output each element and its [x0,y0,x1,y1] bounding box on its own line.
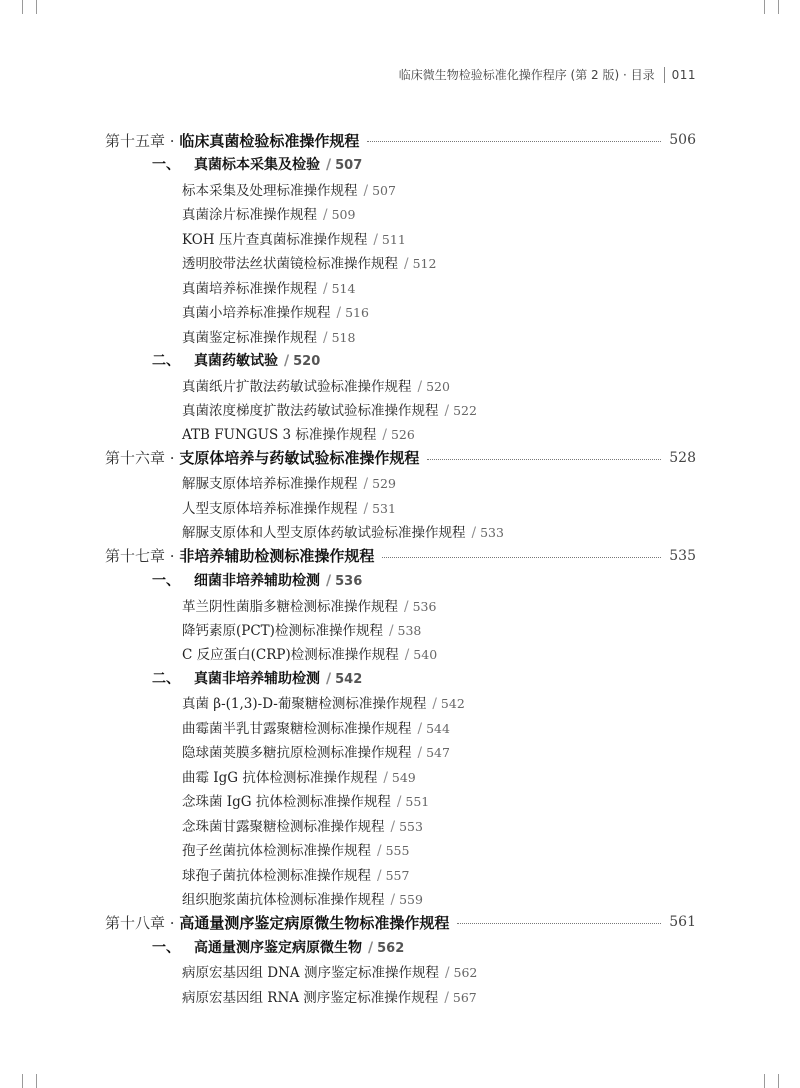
toc-entry [0,788,800,812]
entry-label [182,986,477,1006]
page-separator-slash: / [377,867,382,884]
page-separator-slash: / [383,769,388,786]
entry-page-number: 529 [372,476,396,492]
section-label [152,350,320,370]
toc-entry [0,421,800,445]
toc-entry [0,495,800,519]
toc-chapter [0,910,800,934]
entry-page-number: 562 [453,965,478,981]
toc-section [0,348,800,372]
entry-title: 标本采集及处理标准操作规程 [182,182,358,199]
entry-title: 隐球菌荚膜多糖抗原检测标准操作规程 [182,745,412,762]
entry-label [182,766,416,786]
toc-entry [0,641,800,665]
entry-title: 解脲支原体和人型支原体药敏试验标准操作规程 [182,525,466,542]
entry-page-number: 567 [452,989,477,1005]
toc-entry [0,715,800,739]
section-number: 二、 [152,353,180,370]
page-separator-slash: / [382,427,387,444]
toc-entry [0,764,800,788]
entry-page-number: 512 [412,256,437,272]
section-title: 真菌标本采集及检验 [194,157,320,174]
page-separator-slash: / [444,402,450,419]
page-separator-slash: / [284,353,290,370]
toc-entry [0,813,800,837]
section-title: 真菌非培养辅助检测 [194,670,320,687]
entry-label [182,399,477,419]
crop-mark-bottom-left [22,1074,23,1088]
page-separator-slash: / [373,231,378,248]
crop-mark-top-right-2 [778,0,779,14]
page-separator-slash: / [417,745,423,762]
page-separator-slash: / [444,989,449,1006]
page-separator-slash: / [404,647,410,664]
chapter-title: 支原体培养与药敏试验标准操作规程 [179,449,420,468]
chapter-label [105,545,374,566]
entry-label [182,228,406,248]
dot-leader [382,557,661,558]
page-separator-slash: / [390,818,396,835]
section-label [152,668,362,688]
toc-entry [0,886,800,910]
entry-title: 曲霉菌半乳甘露聚糖检测标准操作规程 [182,720,412,737]
page-separator-slash: / [326,670,332,687]
chapter-page-number: 561 [669,914,696,931]
section-title: 细菌非培养辅助检测 [194,573,320,590]
page-separator-slash: / [390,891,396,908]
section-page-number: 507 [335,158,363,174]
toc-section [0,152,800,176]
toc-entry [0,324,800,348]
chapter-title: 临床真菌检验标准操作规程 [179,131,360,150]
page-separator-slash: / [323,280,328,297]
chapter-label [105,912,449,933]
section-number: 一、 [152,573,180,590]
toc-entry [0,519,800,543]
entry-page-number: 522 [453,402,477,418]
entry-label [182,497,396,517]
entry-label [182,423,415,443]
entry-page-number: 509 [331,207,356,223]
entry-label [182,179,396,199]
toc-entry [0,984,800,1008]
entry-label [182,521,504,541]
entry-label [182,619,421,639]
toc-section [0,568,800,592]
toc-entry [0,739,800,763]
chapter-page-number: 535 [669,547,696,564]
section-page-number: 562 [377,940,405,956]
page-separator-slash: / [404,256,409,273]
page-separator-slash: / [377,843,382,860]
section-number: 一、 [152,939,180,956]
entry-title: 孢子丝菌抗体检测标准操作规程 [182,843,371,860]
page-separator-slash: / [432,696,437,713]
chapter-number: 第十七章 · [105,547,180,566]
entry-page-number: 533 [480,525,504,541]
entry-title: 真菌浓度梯度扩散法药敏试验标准操作规程 [182,402,439,419]
entry-label [182,277,355,297]
chapter-page-number: 528 [669,449,696,466]
page-separator-slash: / [417,378,423,395]
page-separator-slash: / [471,525,477,542]
toc-entry [0,837,800,861]
entry-label [182,595,436,615]
entry-page-number: 518 [331,329,356,345]
entry-title: 革兰阴性菌脂多糖检测标准操作规程 [182,598,398,615]
chapter-label [105,447,419,468]
section-page-number: 542 [335,671,363,687]
entry-page-number: 511 [381,231,406,247]
toc-entry [0,617,800,641]
section-page-number: 520 [293,354,321,370]
entry-title: 真菌培养标准操作规程 [182,280,317,297]
entry-title: C 反应蛋白(CRP)检测标准操作规程 [182,647,399,664]
chapter-title: 高通量测序鉴定病原微生物标准操作规程 [179,913,450,932]
entry-page-number: 514 [331,280,356,296]
page-separator-slash: / [336,305,342,322]
toc-entry [0,250,800,274]
page-separator-slash: / [363,182,369,199]
entry-page-number: 520 [426,378,450,394]
page-separator-slash: / [323,207,328,224]
page-separator-slash: / [444,965,450,982]
section-page-number: 536 [335,574,363,590]
toc-chapter [0,446,800,470]
entry-title: 真菌纸片扩散法药敏试验标准操作规程 [182,378,412,395]
entry-label [182,692,465,712]
chapter-number: 第十八章 · [105,913,180,932]
section-label [152,154,362,174]
crop-mark-top-right [764,0,765,14]
entry-page-number: 553 [399,818,423,834]
entry-page-number: 547 [426,745,450,761]
entry-label [182,472,396,492]
entry-title: ATB FUNGUS 3 标准操作规程 [182,427,377,444]
entry-page-number: 551 [405,794,430,810]
chapter-label [105,130,359,151]
toc-entry [0,299,800,323]
entry-title: 人型支原体培养标准操作规程 [182,500,358,517]
section-label [152,937,404,957]
entry-title: 降钙素原(PCT)检测标准操作规程 [182,623,383,639]
page-separator-slash: / [326,573,332,590]
entry-label [182,815,423,835]
entry-title: 曲霉 IgG 抗体检测标准操作规程 [182,769,378,786]
toc-entry [0,397,800,421]
toc-entry [0,373,800,397]
entry-label [182,839,409,859]
page-separator-slash: / [326,157,332,174]
toc-entry [0,226,800,250]
entry-page-number: 507 [372,182,396,198]
section-title: 真菌药敏试验 [194,353,278,370]
chapter-number: 第十五章 · [105,131,180,150]
entry-page-number: 540 [413,647,438,663]
entry-label [182,326,355,346]
entry-title: 球孢子菌抗体检测标准操作规程 [182,867,371,884]
page-separator-slash: / [396,794,402,811]
page-separator-slash: / [363,500,369,517]
section-label [152,570,362,590]
page-separator-slash: / [363,476,369,493]
running-header [399,66,696,83]
entry-title: 真菌 β-(1,3)-D-葡聚糖检测标准操作规程 [182,696,427,713]
toc-entry [0,593,800,617]
toc-section [0,935,800,959]
toc-entry [0,201,800,225]
entry-label [182,864,409,884]
entry-label [182,741,450,761]
page-separator-slash: / [323,329,328,346]
entry-page-number: 516 [345,305,369,321]
toc-entry [0,177,800,201]
entry-page-number: 526 [390,427,415,443]
crop-mark-bottom-right-2 [778,1074,779,1088]
section-title: 高通量测序鉴定病原微生物 [194,939,362,956]
crop-mark-top-left-2 [36,0,37,14]
crop-mark-bottom-left-2 [36,1074,37,1088]
entry-title: 组织胞浆菌抗体检测标准操作规程 [182,891,385,908]
entry-page-number: 555 [385,843,410,859]
toc-chapter [0,128,800,152]
chapter-number: 第十六章 · [105,449,180,468]
entry-label [182,961,477,981]
entry-title: 真菌涂片标准操作规程 [182,207,317,224]
chapter-title: 非培养辅助检测标准操作规程 [179,547,375,566]
entry-page-number: 559 [399,891,423,907]
entry-title: KOH 压片查真菌标准操作规程 [182,231,368,248]
chapter-page-number: 506 [669,132,696,148]
crop-mark-bottom-right [764,1074,765,1088]
page-separator-slash: / [368,939,374,956]
entry-title: 念珠菌 IgG 抗体检测标准操作规程 [182,794,391,811]
entry-page-number: 542 [440,696,465,712]
toc-entry [0,959,800,983]
toc-entry [0,275,800,299]
toc-section [0,666,800,690]
toc-entry [0,470,800,494]
entry-page-number: 549 [391,769,416,785]
entry-page-number: 538 [397,623,422,638]
dot-leader [427,459,661,460]
page-separator-slash: / [417,720,423,737]
entry-title: 念珠菌甘露聚糖检测标准操作规程 [182,818,385,835]
page-separator-slash: / [404,598,409,615]
header-separator [664,67,665,83]
page-separator-slash: / [388,623,394,639]
entry-page-number: 536 [412,598,437,614]
entry-title: 病原宏基因组 DNA 测序鉴定标准操作规程 [182,965,439,982]
entry-label [182,790,429,810]
section-number: 二、 [152,670,180,687]
entry-label [182,888,423,908]
entry-title: 解脲支原体培养标准操作规程 [182,476,358,493]
dot-leader [367,141,661,142]
toc-entry [0,690,800,714]
toc-chapter [0,544,800,568]
entry-label [182,301,369,321]
entry-label [182,375,450,395]
entry-label [182,203,355,223]
entry-title: 病原宏基因组 RNA 测序鉴定标准操作规程 [182,989,439,1006]
entry-page-number: 531 [372,500,396,516]
crop-mark-top-left [22,0,23,14]
entry-title: 真菌鉴定标准操作规程 [182,329,317,346]
entry-title: 透明胶带法丝状菌镜检标准操作规程 [182,256,398,273]
entry-label [182,717,450,737]
header-title: 临床微生物检验标准化操作程序 (第 2 版) · 目录 [398,68,655,82]
entry-label [182,643,437,663]
entry-label [182,252,436,272]
entry-page-number: 557 [385,867,410,883]
entry-title: 真菌小培养标准操作规程 [182,305,331,322]
header-page-number: 011 [671,67,696,82]
section-number: 一、 [152,157,180,174]
toc-entry [0,862,800,886]
entry-page-number: 544 [426,720,450,736]
dot-leader [457,923,661,924]
